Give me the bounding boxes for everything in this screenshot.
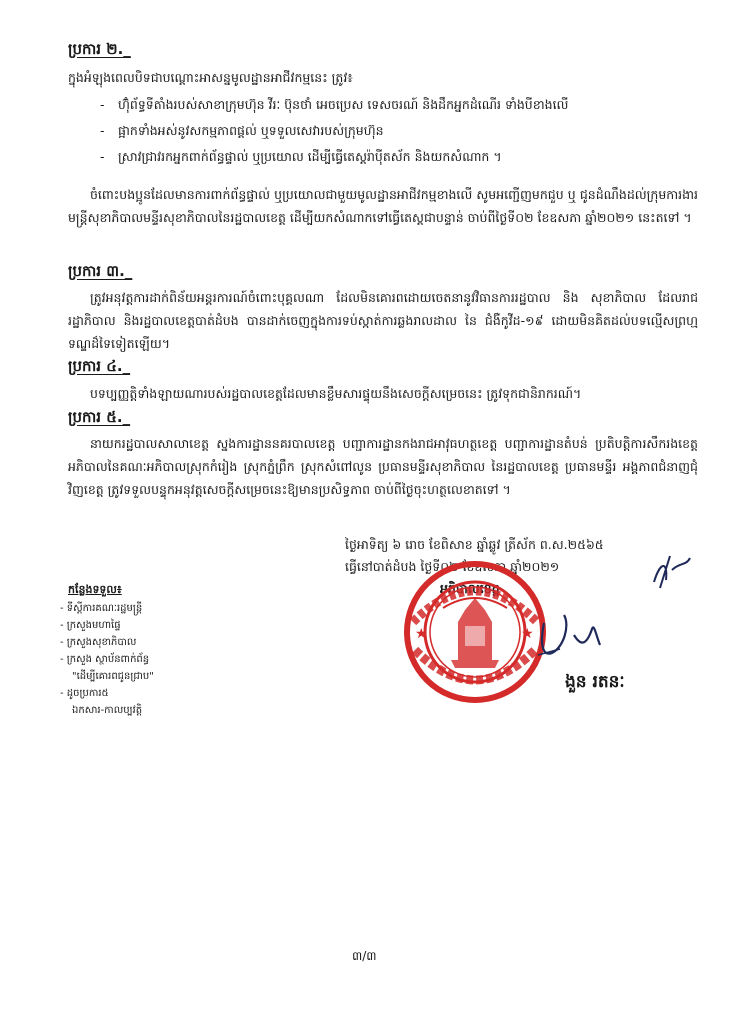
- signer-name: ងួន រតនៈ: [565, 672, 625, 692]
- article-5-body: នាយករដ្ឋបាលសាលាខេត្ត ស្នងការដ្ឋាននគរបាលខេត្ត បញ្ជាការដ្ឋានកងរាជអាវុធហត្ថខេត្ត បញ្ជាការដ្ឋានតំបន់ ប្រតិបត្តិការសឹករងខេត្ត អភិបាលនៃគណៈអភិបាលស្រុកកំរៀង ស្រុកភ្នំព្រឹក ស្រុកសំពៅលូន ប្រធានមន្ទីរសុខាភិបាល នៃរដ្ឋបាលខេត្ត ប្រធានមន្ទីរ អង្គភាពជំនាញជុំវិញខេត្ត ត្រូវទទួលបន្ទុកអនុវត្តសេចក្ដីសម្រេចនេះឱ្យមានប្រសិទ្ធភាព ចាប់ពីថ្ងៃចុះហត្ថលេខាតទៅ ។: [68, 436, 698, 497]
- recipients-list: [60, 600, 154, 719]
- article-4-body: បទប្បញ្ញត្តិទាំងឡាយណារបស់រដ្ឋបាលខេត្តដែលមានខ្លឹមសារផ្ទុយនឹងសេចក្ដីសម្រេចនេះ ត្រូវទុកជានិរាករណ៍។: [90, 386, 582, 401]
- article-3-heading: ប្រការ ៣._: [68, 262, 133, 280]
- signature-icon: [530, 605, 610, 665]
- page-number: ៣/៣: [352, 949, 377, 963]
- recipient-item: - ដូចប្រការ៥: [60, 685, 154, 702]
- article-2-bullet: - ហ៊ុំព័ទ្ធទីតាំងរបស់សាខាក្រុមហ៊ុន វីរៈ ប៊ុនថាំ អេចប្រេស ទេសចរណ៍ និងដឹកអ្នកដំណើរ ទាំងបីខាងលើ: [100, 92, 690, 118]
- signer-title: អភិបាលខេត្ត: [440, 581, 500, 596]
- recipient-item: - ក្រសួងមហាផ្ទៃ: [60, 617, 154, 634]
- article-5-heading: ប្រការ ៥._: [68, 408, 131, 426]
- lunar-date: ថ្ងៃអាទិត្យ ៦ រោច ខែពិសាខ ឆ្នាំឆ្លូវ ត្រីស័ក ព.ស.២៥៦៥: [345, 537, 604, 552]
- svg-text:★: ★: [415, 626, 428, 642]
- article-2-bullet: - ផ្អាកទាំងអស់នូវសកម្មភាពផ្ដល់ ឬទទួលសេវារបស់ក្រុមហ៊ុន: [100, 118, 690, 144]
- article-2-bullet-list: [100, 92, 690, 170]
- article-2-intro: ក្នុងអំឡុងពេលបិទជាបណ្ដោះអាសន្នមូលដ្ឋានអាជីវកម្មនេះ ត្រូវ៖: [68, 70, 353, 85]
- recipients-title: កន្លែងទទួល៖: [68, 583, 122, 596]
- article-3-body: ត្រូវអនុវត្តការដាក់ពិន័យអន្តរការណ៍ចំពោះបុគ្គលណា ដែលមិនគោរពដោយចេតនានូវវិធានការរដ្ឋបាល និង សុខាភិបាល ដែលរាជរដ្ឋាភិបាល និងរដ្ឋបាលខេត្តបាត់ដំបង បានដាក់ចេញក្នុងការទប់ស្កាត់ការឆ្លងរាលដាល នៃ ជំងឺកូវីដ-១៩ ដោយមិនគិតដល់បទល្មើសព្រហ្មទណ្ឌដ៏ទៃទៀតឡើយ។: [68, 290, 698, 351]
- recipient-item: - ទីស្ដីការគណៈរដ្ឋមន្ត្រី: [60, 600, 154, 617]
- recipient-subline: ឯកសារ-កាលប្បវត្តិ: [72, 705, 143, 716]
- official-seal-icon: [403, 560, 548, 705]
- svg-text:★: ★: [521, 626, 534, 642]
- recipient-subline: "ដើម្បីគោរពជូនជ្រាប": [72, 671, 154, 682]
- article-2-bullet: - ស្រាវជ្រាវរកអ្នកពាក់ព័ន្ធផ្ទាល់ ឬប្រយោល ដើម្បីធ្វើតេស្តរ៉ាប៉ីតស័ក និងយកសំណាក ។: [100, 144, 690, 170]
- article-2-heading: ប្រការ ២._: [68, 40, 131, 58]
- recipient-item: - ក្រសួង ស្ថាប័នពាក់ព័ន្ធ: [60, 651, 154, 668]
- article-4-heading: ប្រការ ៤._: [68, 357, 131, 375]
- handwritten-mark-icon: [650, 552, 695, 592]
- recipient-item: - ក្រសួងសុខាភិបាល: [60, 634, 154, 651]
- article-2-followup: ចំពោះបងប្អូនដែលមានការពាក់ព័ន្ធផ្ទាល់ ឬប្រយោលជាមួយមូលដ្ឋានអាជីវកម្មខាងលើ សូមអញ្ជើញមកជួប ឬ ជូនដំណឹងដល់ក្រុមការងារមន្ត្រីសុខាភិបាលមន្ទីរសុខាភិបាលនៃរដ្ឋបាលខេត្ត ដើម្បីយកសំណាកទៅធ្វើតេស្តជាបន្ទាន់ ចាប់ពីថ្ងៃទី០២ ខែឧសភា ឆ្នាំ២០២១ នេះតទៅ ។: [68, 187, 698, 225]
- solar-date: ធ្វើនៅបាត់ដំបង ថ្ងៃទី០២ ខែឧសភា ឆ្នាំ២០២១: [345, 559, 560, 574]
